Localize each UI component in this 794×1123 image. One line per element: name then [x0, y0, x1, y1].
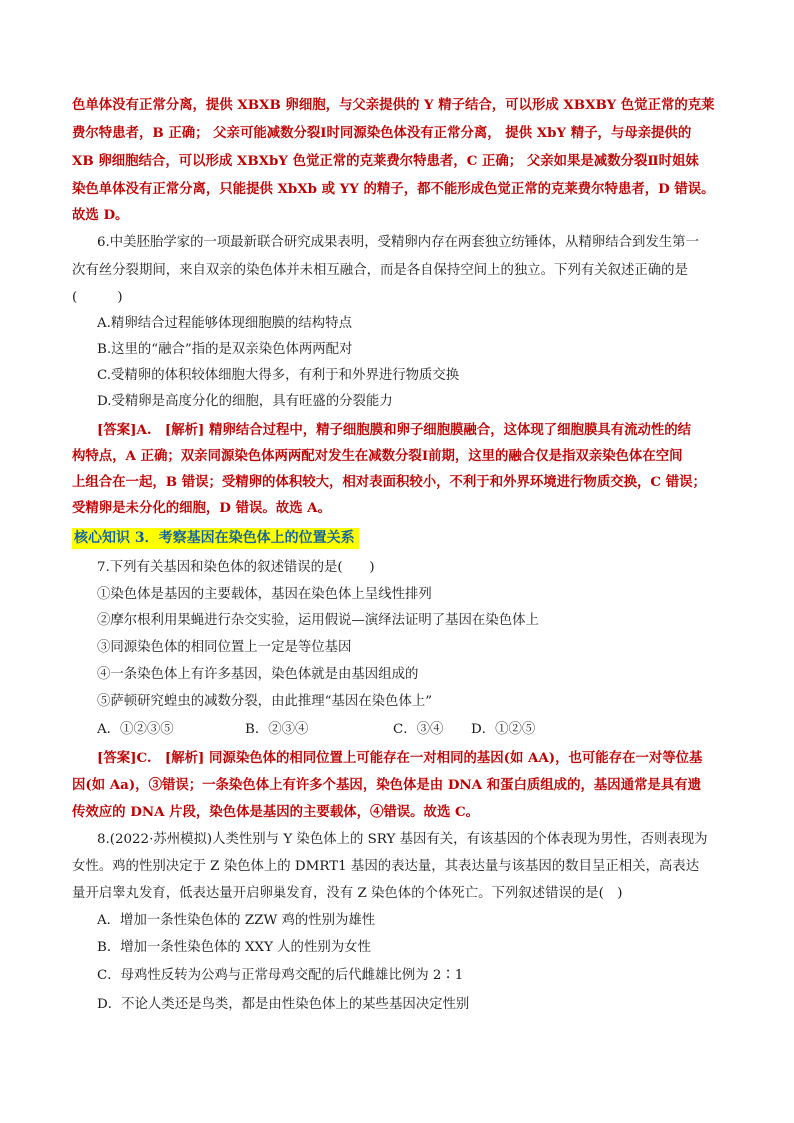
choice-b: B．②③④	[245, 722, 309, 737]
question-8-stem: 女性。鸡的性别决定于 Z 染色体上的 DMRT1 基因的表达量，其表达量与该基因的数目呈正相关，高表达	[72, 859, 700, 874]
question-7-answer: 因(如 Aa)，③错误；一条染色体上有许多个基因，染色体是由 DNA 和蛋白质组成的，基因通常是具有遗	[72, 777, 701, 793]
choice-d: D．①②⑤	[471, 722, 536, 737]
question-6-option-d: D.受精卵是高度分化的细胞，具有旺盛的分裂能力	[97, 394, 393, 409]
question-7-item: ①染色体是基因的主要载体，基因在染色体上呈线性排列	[97, 587, 432, 602]
question-6-answer: 上组合在一起，B 错误；受精卵的体积较大，相对表面积较小，不利于和外界环境进行物质交换，C 错误；	[72, 474, 706, 490]
question-6-answer: 构特点，A 正确；双亲同源染色体两两配对发生在减数分裂Ⅰ前期，这里的融合仅是指双亲染色体在空间	[72, 448, 683, 464]
question-7-item: ②摩尔根利用果蝇进行杂交实验，运用假说—演绎法证明了基因在染色体上	[97, 613, 539, 628]
question-7-choices	[97, 721, 617, 739]
question-8-option-d: D．不论人类还是鸟类，都是由性染色体上的某些基因决定性别	[97, 997, 470, 1012]
question-6-option-c: C.受精卵的体积较体细胞大得多，有利于和外界进行物质交换	[97, 368, 460, 383]
question-6-option-a: A.精卵结合过程能够体现细胞膜的结构特点	[97, 316, 352, 331]
answer-text-line: 故选 D。	[72, 207, 129, 223]
question-6-stem: 次有丝分裂期间，来自双亲的染色体并未相互融合，而是各自保持空间上的独立。下列有关叙述正确的是	[72, 263, 688, 278]
question-6-option-b: B.这里的“融合”指的是双亲染色体两两配对	[97, 342, 353, 357]
question-6-answer: [答案]A. [解析] 精卵结合过程中，精子细胞膜和卵子细胞膜融合，这体现了细胞膜具有流动性的结	[97, 422, 692, 438]
question-6-answer: 受精卵是未分化的细胞，D 错误。故选 A。	[72, 500, 331, 516]
answer-text-line: XB 卵细胞结合，可以形成 XBXbY 色觉正常的克莱费尔特患者，C 正确； 父亲如果是减数分裂Ⅱ时姐妹	[72, 153, 699, 169]
question-7-item: ④一条染色体上有许多基因，染色体就是由基因组成的	[97, 667, 419, 682]
choice-a: A．①②③⑤	[97, 722, 174, 737]
answer-text-line: 费尔特患者，B 正确； 父亲可能减数分裂Ⅰ时同源染色体没有正常分离， 提供 XbY 精子，与母亲提供的	[72, 125, 692, 141]
question-6-stem: 6.中美胚胎学家的一项最新联合研究成果表明，受精卵内存在两套独立纺锤体，从精卵结合到发生第一	[97, 235, 699, 250]
question-6-stem: ( )	[72, 290, 123, 305]
question-7-stem: 7.下列有关基因和染色体的叙述错误的是( )	[97, 560, 375, 575]
answer-text-line: 染色单体没有正常分离，只能提供 XbXb 或 YY 的精子，都不能形成色觉正常的克莱费尔特患者，D 错误。	[72, 181, 715, 197]
answer-text-line: 色单体没有正常分离，提供 XBXB 卵细胞，与父亲提供的 Y 精子结合，可以形成 XBXBY 色觉正常的克莱	[72, 97, 715, 113]
question-8-stem: 量开启睾丸发育，低表达量开启卵巢发育，没有 Z 染色体的个体死亡。下列叙述错误的是( )	[72, 886, 623, 901]
question-8-option-b: B．增加一条性染色体的 XXY 人的性别为女性	[97, 940, 371, 955]
question-7-item: ③同源染色体的相同位置上一定是等位基因	[97, 640, 352, 655]
question-8-option-c: C．母鸡性反转为公鸡与正常母鸡交配的后代雌雄比例为 2∶1	[97, 968, 464, 983]
question-7-item: ⑤萨顿研究蝗虫的减数分裂，由此推理“基因在染色体上”	[97, 694, 433, 709]
question-8-option-a: A．增加一条性染色体的 ZZW 鸡的性别为雄性	[97, 913, 376, 928]
question-7-answer: [答案]C. [解析] 同源染色体的相同位置上可能存在一对相同的基因(如 AA)，也可能存在一对等位基	[97, 750, 703, 766]
choice-c: C．③④	[393, 722, 444, 737]
question-8-stem: 8.(2022·苏州模拟)人类性别与 Y 染色体上的 SRY 基因有关，有该基因的个体表现为男性，否则表现为	[97, 832, 708, 847]
question-7-answer: 传效应的 DNA 片段，染色体是基因的主要载体，④错误。故选 C。	[72, 804, 480, 820]
section-heading: 核心知识 3．考察基因在染色体上的位置关系	[72, 528, 359, 549]
